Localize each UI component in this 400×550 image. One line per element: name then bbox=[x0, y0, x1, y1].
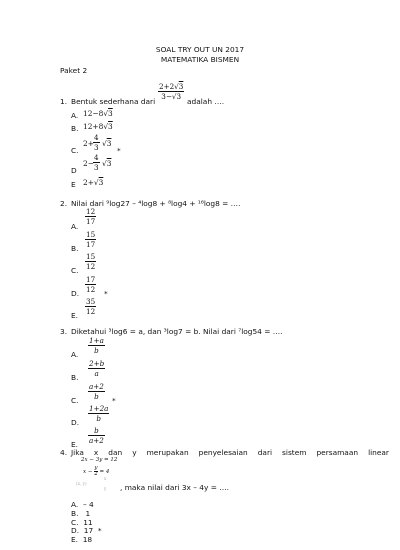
q2-option-b-letter: B. bbox=[71, 244, 79, 253]
q1-option-a: 12−8√3 bbox=[83, 109, 113, 118]
q2-text: Nilai dari ⁹log27 – ⁴log8 + ⁸log4 + ¹⁶log8 = …. bbox=[71, 199, 241, 208]
q3-option-b-letter: B. bbox=[71, 373, 79, 382]
q1-option-e-letter: E bbox=[71, 180, 76, 189]
q3-text: Diketahui ³log6 = a, dan ³log7 = b. Nilai dari ⁷log54 = …. bbox=[71, 327, 283, 336]
q1-option-c-letter: C. bbox=[71, 146, 79, 155]
q2-option-b: 15 17 bbox=[86, 230, 96, 249]
q2-option-c: 15 12 bbox=[86, 252, 96, 271]
q1-option-d-pre: 2− bbox=[83, 159, 94, 168]
q2-option-d-letter: D. bbox=[71, 289, 80, 298]
q4-equation-2: $x - \frac{y}{2} = 4$ bbox=[83, 465, 110, 477]
q1-expr-num-a: 2+2 bbox=[159, 82, 175, 91]
q3-option-a: 1+a b bbox=[89, 336, 104, 355]
q4-text-after: , maka nilai dari 3x – 4y = …. bbox=[120, 483, 230, 492]
q1-option-c-frac: 4 3 bbox=[94, 133, 99, 152]
q3-number: 3. bbox=[60, 327, 68, 336]
q4-equation-1: 2x − 3y = 12 bbox=[81, 457, 118, 463]
q1-expr-den-rad: 3 bbox=[176, 92, 182, 101]
q3-option-c: a+2 b bbox=[89, 382, 104, 401]
q1-text-before: Bentuk sederhana dari bbox=[71, 97, 156, 106]
paket-label: Paket 2 bbox=[60, 66, 88, 75]
q4-option-e: E. 18 bbox=[71, 535, 93, 544]
q4-faint-mark-3: y bbox=[104, 486, 107, 491]
q1-option-b-letter: B. bbox=[71, 124, 79, 133]
q1-option-d-frac: 4 3 bbox=[94, 153, 99, 172]
q2-option-a: 12 17 bbox=[86, 207, 96, 226]
q3-option-d: 1+2a b bbox=[89, 404, 109, 423]
q1-text-after: adalah …. bbox=[187, 97, 225, 106]
q1-expression: 2+2√3 3−√3 bbox=[159, 82, 184, 101]
q1-option-d-rad: √3 bbox=[102, 159, 112, 168]
q4-faint-mark-1: x bbox=[104, 476, 107, 481]
q3-option-e: b a+2 bbox=[89, 426, 104, 445]
q2-option-d: 17 12 bbox=[86, 275, 96, 294]
q4-option-b: B. 1 bbox=[71, 509, 91, 518]
q3-option-d-letter: D. bbox=[71, 418, 80, 427]
q3-option-c-letter: C. bbox=[71, 396, 79, 405]
q4-option-d: D. 17 * bbox=[71, 526, 102, 535]
q1-expr-num-rad: 3 bbox=[178, 82, 184, 91]
q3-option-b: 2+b a bbox=[89, 359, 105, 378]
q3-option-e-letter: E. bbox=[71, 440, 79, 449]
q1-option-e: 2+√3 bbox=[83, 178, 104, 187]
q2-option-c-letter: C. bbox=[71, 266, 79, 275]
q4-option-a: A. – 4 bbox=[71, 500, 94, 509]
document-title: SOAL TRY OUT UN 2017 bbox=[155, 45, 245, 54]
q4-option-c: C. 11 bbox=[71, 518, 93, 527]
q4-faint-mark-2: (x, y) bbox=[76, 481, 87, 486]
q1-expr-den-a: 3− bbox=[161, 92, 172, 101]
q4-number: 4. bbox=[60, 448, 68, 457]
q1-option-d-letter: D bbox=[71, 166, 77, 175]
q1-option-c-pre: 2+ bbox=[83, 139, 94, 148]
document-subtitle: MATEMATIKA BISMEN bbox=[160, 55, 240, 64]
q4-text-line: Jika x dan y merupakan penyelesaian dari sistem persamaan linear bbox=[71, 448, 389, 457]
q2-option-e: 35 12 bbox=[86, 297, 96, 316]
q2-number: 2. bbox=[60, 199, 68, 208]
q2-option-e-letter: E. bbox=[71, 311, 79, 320]
q1-option-a-letter: A. bbox=[71, 111, 79, 120]
q1-option-c-answer-mark: * bbox=[117, 146, 121, 155]
q2-option-a-letter: A. bbox=[71, 222, 79, 231]
q2-option-d-answer-mark: * bbox=[104, 289, 108, 298]
q4-option-d-answer-mark: * bbox=[97, 526, 102, 535]
q1-option-c-rad: √3 bbox=[102, 139, 112, 148]
q1-number: 1. bbox=[60, 97, 68, 106]
q3-option-c-answer-mark: * bbox=[112, 396, 116, 405]
q3-option-a-letter: A. bbox=[71, 350, 79, 359]
q1-option-b: 12+8√3 bbox=[83, 122, 113, 131]
